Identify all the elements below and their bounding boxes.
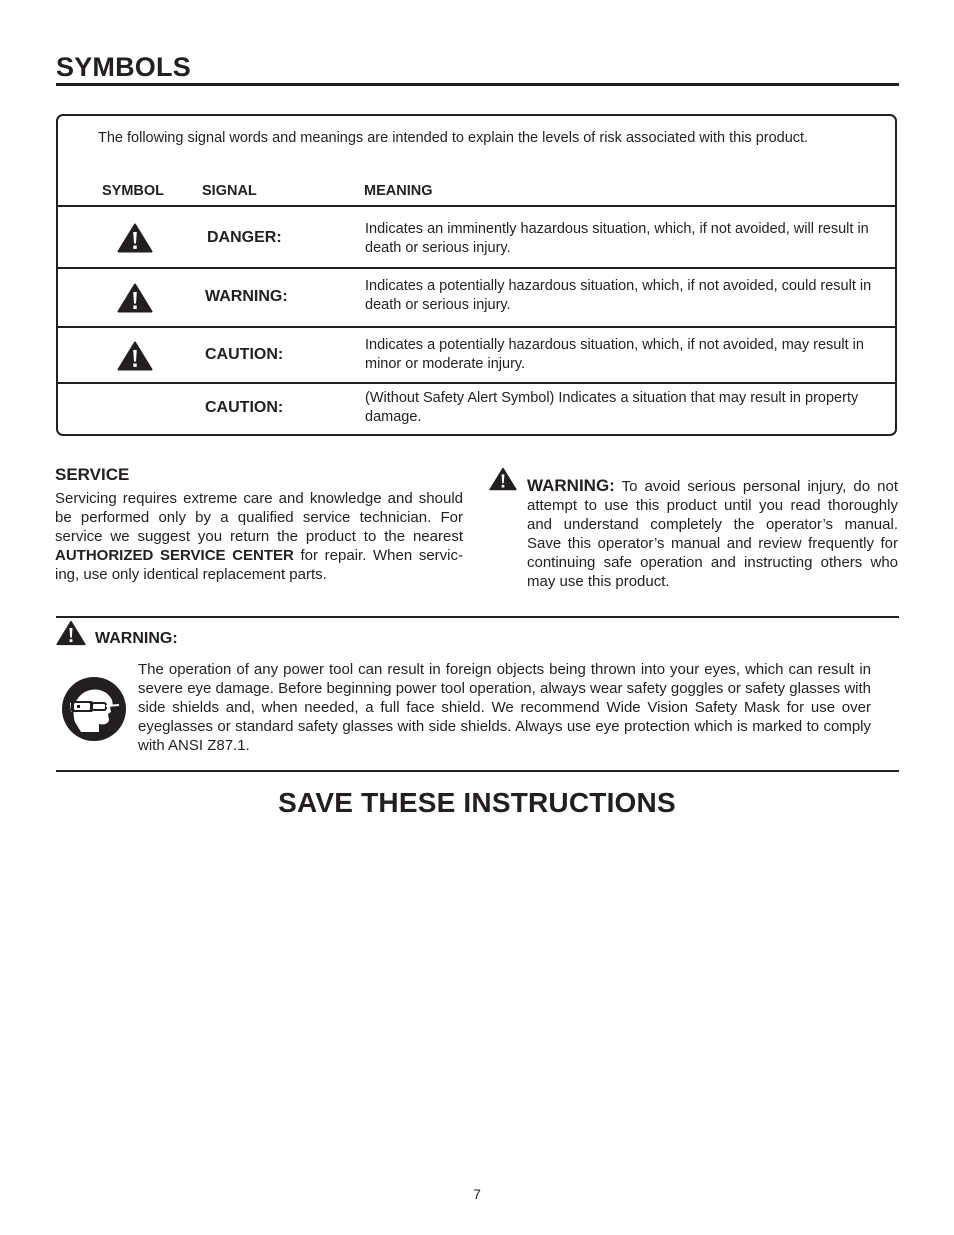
page-title: SYMBOLS <box>56 52 191 82</box>
page-number: 7 <box>473 1186 481 1202</box>
safety-alert-icon <box>117 223 153 253</box>
table-intro: The following signal words and meanings are intended to explain the levels of risk associated with this product. <box>98 130 809 146</box>
column-header-symbol: SYMBOL <box>102 183 165 199</box>
service-title: SERVICE <box>55 465 130 484</box>
signal-meaning: (Without Safety Alert Symbol) Indicates a situation that may result in property damage. <box>365 390 859 425</box>
table-row-danger <box>58 205 895 267</box>
title-rule <box>56 83 899 86</box>
manual-warning <box>527 476 898 591</box>
eye-warning-label: WARNING: <box>95 630 178 647</box>
signal-meaning: Indicates a potentially hazardous situation, which, if not avoided, may result in minor or moderate injury. <box>365 337 864 372</box>
signal-word: DANGER: <box>207 229 282 246</box>
signal-word: WARNING: <box>205 288 288 305</box>
service-text-part: for repair. When servic-ing, use only identical replacement parts. <box>55 547 463 583</box>
service-text-part: Servicing requires extreme care and knowledge and should be performed only by a qualified service technician. For service we suggest you return the product to the nearest <box>55 490 463 545</box>
safety-alert-icon <box>56 620 86 646</box>
table-row-warning <box>58 267 895 326</box>
symbols-table <box>56 114 897 436</box>
signal-word: CAUTION: <box>205 399 284 416</box>
signal-meaning: Indicates a potentially hazardous situation, which, if not avoided, could result in death or serious injury. <box>365 278 872 313</box>
signal-word: CAUTION: <box>205 346 284 363</box>
section-rule <box>56 770 899 772</box>
section-rule <box>56 616 899 618</box>
warning-text: To avoid serious personal injury, do not attempt to use this product until you read thoroughly and understand completely the operator’s manual. Save this operator’s manual and review frequently for continuing safe operation and instructing others who may use this product. <box>527 478 898 590</box>
eye-warning-text: The operation of any power tool can result in foreign objects being thrown into your eyes, which can result in severe eye damage. Before beginning power tool operation, always wear safety goggles or safety glasses with side shields and, when needed, a full face shield. We recommend Wide Vision Safety Mask for use over eyeglasses or standard safety glasses with side shields. Always use eye protection which is marked to comply with ANSI Z87.1. <box>138 661 871 754</box>
safety-alert-icon <box>117 341 153 371</box>
column-header-signal: SIGNAL <box>202 183 257 199</box>
signal-meaning: Indicates an imminently hazardous situation, which, if not avoided, will result in death or serious injury. <box>365 221 869 256</box>
table-row-caution-property <box>58 382 895 434</box>
service-text <box>55 489 463 584</box>
service-center-emphasis: AUTHORIZED SERVICE CENTER <box>55 547 294 564</box>
table-row-caution <box>58 326 895 382</box>
safety-alert-icon <box>117 283 153 313</box>
warning-lead: WARNING: <box>527 476 615 495</box>
save-instructions-heading: SAVE THESE INSTRUCTIONS <box>278 787 676 818</box>
safety-glasses-icon <box>61 676 127 742</box>
column-header-meaning: MEANING <box>364 183 433 199</box>
safety-alert-icon <box>489 467 517 491</box>
